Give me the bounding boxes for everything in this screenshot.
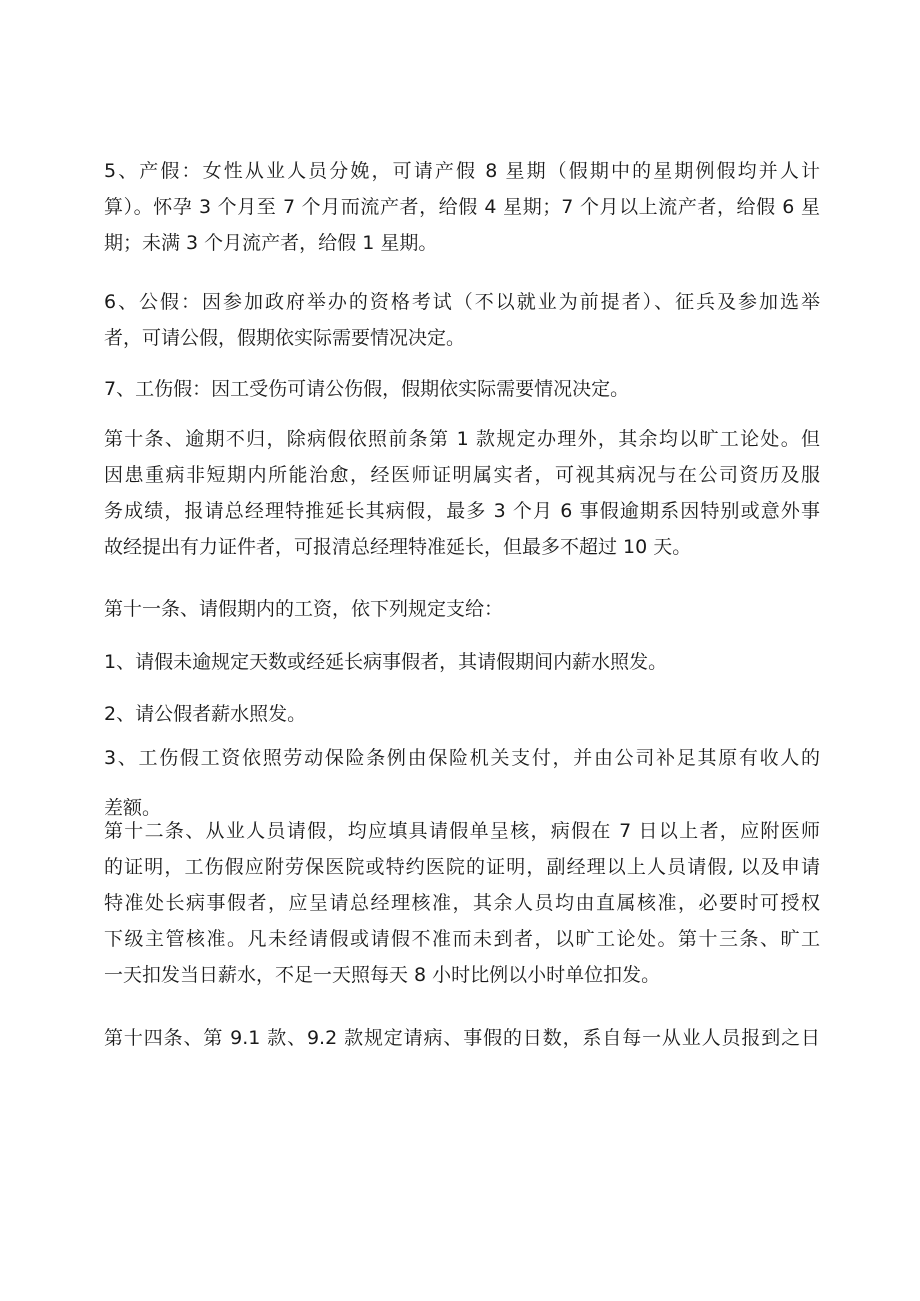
text-line: 下级主管核准。凡未经请假或请假不准而未到者，以旷工论处。第十三条、旷工 — [104, 928, 820, 950]
text-line: 算）。怀孕 3 个月至 7 个月而流产者，给假 4 星期；7 个月以上流产者，给假 6 星 — [104, 196, 820, 218]
paragraph-article-11 — [104, 591, 824, 627]
text-line: 一天扣发当日薪水，不足一天照每天 8 小时比例以小时单位扣发。 — [104, 964, 661, 986]
paragraph-public-leave — [104, 284, 824, 356]
text-line: 特准处长病事假者，应呈请总经理核准，其余人员均由直属核准，必要时可授权 — [104, 892, 820, 914]
text-line: 差额。 — [104, 797, 162, 819]
text-line: 第十四条、第 9.1 款、9.2 款规定请病、事假的日数，系自每一从业人员报到之日 — [104, 1027, 820, 1049]
paragraph-article-14 — [104, 1020, 824, 1056]
text-line: 期；未满 3 个月流产者，给假 1 星期。 — [104, 232, 438, 254]
paragraph-article-11-item-1 — [104, 644, 824, 680]
text-line: 7、工伤假：因工受伤可请公伤假，假期依实际需要情况决定。 — [104, 378, 630, 400]
text-line: 第十二条、从业人员请假，均应填具请假单呈核，病假在 7 日以上者，应附医师 — [104, 820, 820, 842]
text-line: 5、产假：女性从业人员分娩，可请产假 8 星期（假期中的星期例假均并人计 — [104, 160, 820, 182]
paragraph-article-10 — [104, 421, 824, 565]
text-line: 3、工伤假工资依照劳动保险条例由保险机关支付，并由公司补足其原有收人的 — [104, 747, 820, 769]
text-line: 务成绩，报请总经理特推延长其病假，最多 3 个月 6 事假逾期系因特别或意外事 — [104, 500, 820, 522]
text-line: 第十条、逾期不归，除病假依照前条第 1 款规定办理外，其余均以旷工论处。但 — [104, 428, 820, 450]
paragraph-injury-leave — [104, 371, 824, 407]
text-line: 1、请假未逾规定天数或经延长病事假者，其请假期间内薪水照发。 — [104, 651, 668, 673]
paragraph-maternity-leave — [104, 153, 824, 261]
text-line: 2、请公假者薪水照发。 — [104, 703, 307, 725]
text-line: 6、公假：因参加政府举办的资格考试（不以就业为前提者）、征兵及参加选举 — [104, 291, 820, 313]
text-line: 的证明，工伤假应附劳保医院或特约医院的证明，副经理以上人员请假, 以及申请 — [104, 856, 820, 878]
text-line: 第十一条、请假期内的工资，依下列规定支给： — [104, 598, 504, 620]
paragraph-article-11-item-2 — [104, 696, 824, 732]
text-line: 者，可请公假，假期依实际需要情况决定。 — [104, 327, 466, 349]
text-line: 因患重病非短期内所能治愈，经医师证明属实者，可视其病况与在公司资历及服 — [104, 464, 820, 486]
text-line: 故经提出有力证件者，可报清总经理特准延长，但最多不超过 10 天。 — [104, 536, 692, 558]
paragraph-article-12 — [104, 813, 824, 993]
